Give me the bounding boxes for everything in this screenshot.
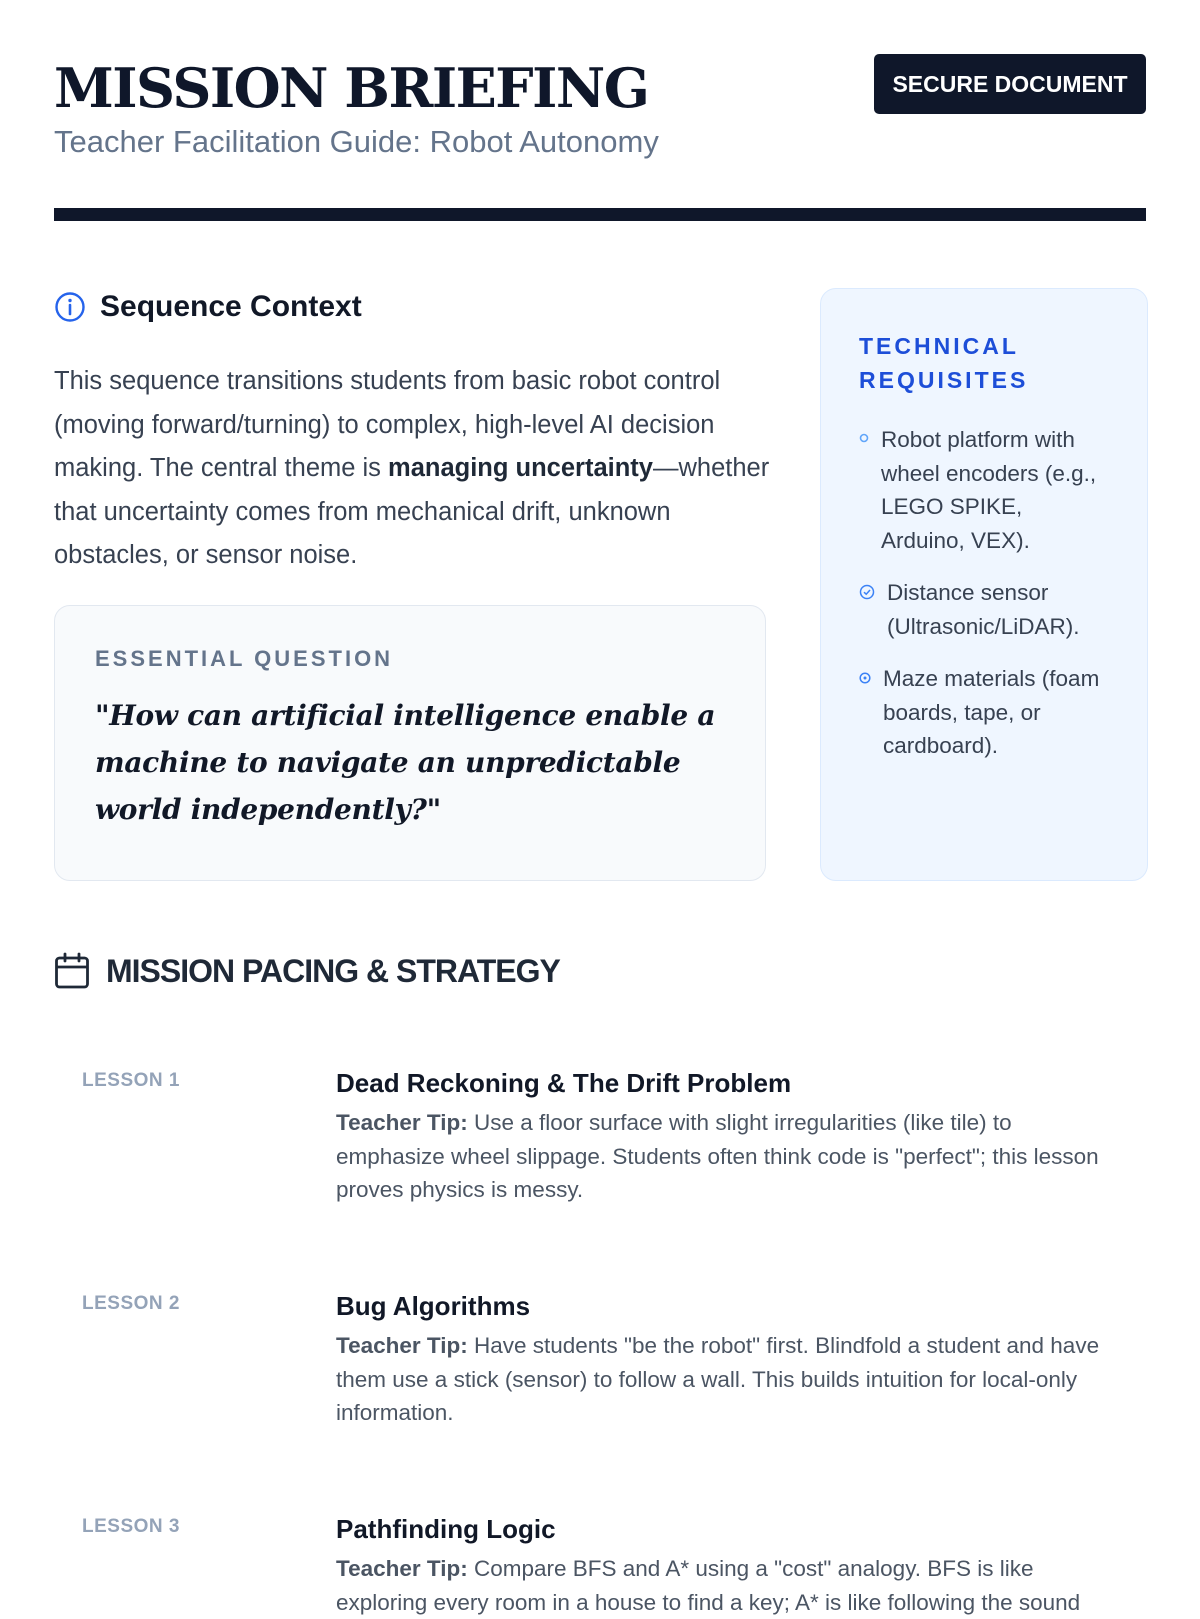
info-icon [54,291,86,323]
lesson-body [336,1289,1116,1430]
lesson-title: Bug Algorithms [336,1291,531,1321]
sequence-context-heading [54,290,362,324]
essential-question-label: ESSENTIAL QUESTION [95,646,394,671]
list-item [859,662,1109,763]
list-item [859,423,1109,557]
requisite-text: Robot platform with wheel encoders (e.g., LEGO SPIKE, Arduino, VEX). [881,427,1097,553]
technical-requisites-list [859,423,1109,763]
lesson-tip [336,1106,1116,1207]
lesson-body [336,1066,1116,1207]
teacher-tip-text: Use a floor surface with slight irregularities (like tile) to emphasize wheel slippage. Students often think code is "perfect"; this lesson proves physics is messy. [336,1110,1099,1202]
page-title: MISSION BRIEFING [54,56,649,120]
list-item [859,576,1109,643]
secure-document-badge: SECURE DOCUMENT [874,54,1146,114]
context-text-part: —whether that uncertainty comes from mechanical drift, unknown obstacles, or sensor noise. [54,454,770,569]
mission-pacing-heading [54,952,560,990]
context-text-emphasis: managing uncertainty [388,454,653,482]
teacher-tip-text: Have students "be the robot" first. Blindfold a student and have them use a stick (sensor) to follow a wall. This builds intuition for local-only information. [336,1333,1100,1425]
check-circle-icon [859,584,875,600]
essential-question-quote: "How can artificial intelligence enable a machine to navigate an unpredictable world independently?" [95,699,716,826]
technical-requisites-label: TECHNICAL REQUISITES [859,333,1029,393]
header-divider [54,208,1146,221]
lesson-tip [336,1552,1116,1619]
bullet-circle-icon [859,433,869,443]
document-header [54,56,1146,166]
requisite-text: Maze materials (foam boards, tape, or cardboard). [883,666,1100,758]
lesson-number: LESSON 3 [82,1516,180,1537]
lesson-body [336,1512,1116,1619]
mission-pacing-title: MISSION PACING & STRATEGY [106,952,560,989]
page-subtitle: Teacher Facilitation Guide: Robot Autonomy [54,124,659,159]
lesson-number: LESSON 2 [82,1293,180,1314]
teacher-tip-label: Teacher Tip: [336,1556,468,1581]
calendar-icon [54,952,90,990]
sequence-context-text [54,360,774,578]
requisite-text: Distance sensor (Ultrasonic/LiDAR). [887,580,1080,639]
technical-requisites-card [820,288,1148,881]
context-text-part: This sequence transitions students from basic robot control (moving forward/turning) to complex, high-level AI decision making. The central theme is [54,367,721,482]
teacher-tip-label: Teacher Tip: [336,1333,468,1358]
essential-question-card [54,605,766,881]
lesson-number: LESSON 1 [82,1070,180,1091]
lesson-tip [336,1329,1116,1430]
teacher-tip-label: Teacher Tip: [336,1110,468,1135]
lesson-title: Dead Reckoning & The Drift Problem [336,1068,792,1098]
teacher-tip-text: Compare BFS and A* using a "cost" analogy. BFS is like exploring every room in a house to find a key; A* is like following the sound [336,1556,1081,1615]
lesson-title: Pathfinding Logic [336,1514,556,1544]
bullet-target-icon [859,672,871,684]
sequence-context-title: Sequence Context [100,290,362,323]
